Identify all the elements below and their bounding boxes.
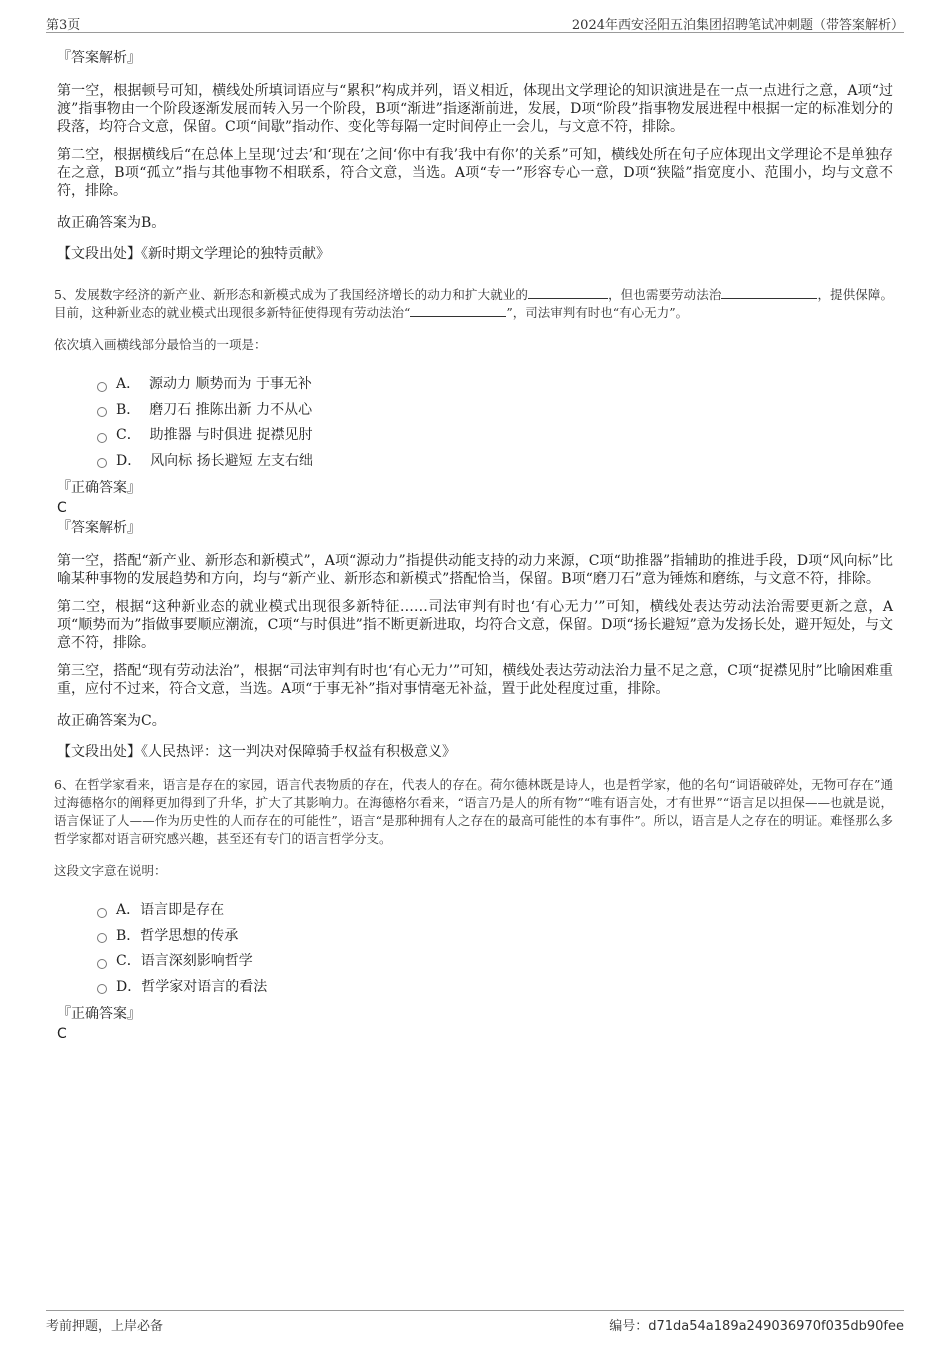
document-title: 2024年西安泾阳五泊集团招聘笔试冲刺题（带答案解析）	[571, 18, 904, 33]
radio-icon[interactable]	[97, 908, 107, 918]
q5-option-a[interactable]: A． 源动力 顺势而为 于事无补	[97, 372, 893, 398]
q6-stem: 6、在哲学家看来，语言是存在的家园，语言代表物质的存在，代表人的存在。荷尔德林既是诗人，也是哲学家，他的名句“词语破碎处，无物可存在”通过海德格尔的阐释更加得到了升华，扩大了其影响力。在海德格尔看来，“语言乃是人的所有物”“唯有语言处，才有世界”“语言足以担保——也就是说，语言保证了人——作为历史性的人而存在的可能性”，语言“是那种拥有人之存在的最高可能性的本有事件”。所以，语言是人之存在的明证。难怪那么多哲学家都对语言研究感兴趣，甚至还有专门的语言哲学分支。	[54, 777, 893, 846]
q6-answer-tag: 『正确答案』	[57, 1006, 141, 1022]
q5-blank-2	[721, 286, 817, 299]
radio-icon[interactable]	[97, 933, 107, 943]
radio-icon[interactable]	[97, 959, 107, 969]
q4-analysis-para-2: 第二空，根据横线后“在总体上呈现‘过去’和‘现在’之间‘你中有我’我中有你’的关系”可知，横线处所在句子应体现出文学理论不是单独存在之意，B项“孤立”指与其他事物不相联系，符合文意，当选。A项“专一”形容专心一意，D项“狭隘”指宽度小、范围小，均与文意不符，排除。	[57, 147, 893, 199]
q5-stem: 5、发展数字经济的新产业、新形态和新模式成为了我国经济增长的动力和扩大就业的 ，但也需要劳动法治 ，提供保障。目前，这种新业态的就业模式出现很多新特征使得现有劳动法治“ ”，司法审判有时也“有心无力”。	[54, 287, 893, 320]
radio-icon[interactable]	[97, 407, 107, 417]
q6-option-d[interactable]: D．哲学家对语言的看法	[97, 975, 893, 1001]
q6-option-c[interactable]: C．语言深刻影响哲学	[97, 949, 893, 975]
q6-answer: C	[57, 1026, 67, 1042]
document-serial: 编号：d71da54a189a249036970f035db90fee	[609, 1319, 904, 1334]
q4-analysis-tag: 『答案解析』	[57, 50, 141, 66]
q5-analysis-para-2: 第二空，根据“这种新业态的就业模式出现很多新特征……司法审判有时也‘有心无力’”可知，横线处表达劳动法治需要更新之意，A项“顺势而为”指做事要顺应潮流，C项“与时俱进”指不断更新进取，均符合文意，保留。D项“扬长避短”意为发扬长处，避开短处，与文意不符，排除。	[57, 599, 893, 651]
q5-blank-1	[528, 286, 608, 299]
q5-answer: C	[57, 500, 67, 516]
q5-analysis-tag: 『答案解析』	[57, 520, 141, 536]
page-footer	[46, 1310, 904, 1333]
q6-ask: 这段文字意在说明：	[54, 863, 167, 878]
q6-options	[97, 898, 893, 1000]
radio-icon[interactable]	[97, 458, 107, 468]
radio-icon[interactable]	[97, 433, 107, 443]
q5-analysis-para-1: 第一空，搭配“新产业、新形态和新模式”，A项“源动力”指提供动能支持的动力来源，C项“助推器”指辅助的推进手段，D项“风向标”比喻某种事物的发展趋势和方向，均与“新产业、新形态和新模式”搭配恰当，保留。B项“磨刀石”意为锤炼和磨练，与文意不符，排除。	[57, 553, 893, 587]
q5-option-d[interactable]: D． 风向标 扬长避短 左支右绌	[97, 449, 893, 475]
footer-slogan: 考前押题，上岸必备	[46, 1319, 164, 1334]
q5-source: 【文段出处】《人民热评：这一判决对保障骑手权益有积极意义》	[57, 744, 456, 760]
q4-conclusion: 故正确答案为B。	[57, 215, 166, 231]
radio-icon[interactable]	[97, 984, 107, 994]
q5-analysis-para-3: 第三空，搭配“现有劳动法治”，根据“司法审判有时也‘有心无力’”可知，横线处表达劳动法治力量不足之意，C项“捉襟见肘”比喻困难重重，应付不过来，符合文意，当选。A项“于事无补”指对事情毫无补益，置于此处程度过重，排除。	[57, 663, 893, 697]
q5-option-b[interactable]: B． 磨刀石 推陈出新 力不从心	[97, 398, 893, 424]
q4-analysis-para-1: 第一空，根据顿号可知，横线处所填词语应与“累积”构成并列，语义相近，体现出文学理论的知识演进是在一点一点进行之意，A项“过渡”指事物由一个阶段逐渐发展而转入另一个阶段，B项“渐进”指逐渐前进，发展，D项“阶段”指事物发展进程中根据一定的标准划分的段落，均符合文意，保留。C项“间歇”指动作、变化等每隔一定时间停止一会儿，与文意不符，排除。	[57, 83, 893, 135]
q5-blank-3	[410, 304, 506, 317]
page-content	[54, 44, 893, 1044]
page-number: 第3页	[46, 18, 81, 33]
q5-answer-tag: 『正确答案』	[57, 480, 141, 496]
q4-source: 【文段出处】《新时期文学理论的独特贡献》	[57, 246, 330, 262]
q6-option-a[interactable]: A．语言即是存在	[97, 898, 893, 924]
q6-option-b[interactable]: B．哲学思想的传承	[97, 924, 893, 950]
q5-option-c[interactable]: C． 助推器 与时俱进 捉襟见肘	[97, 423, 893, 449]
page-header	[46, 12, 904, 33]
radio-icon[interactable]	[97, 382, 107, 392]
q5-conclusion: 故正确答案为C。	[57, 713, 166, 729]
q5-options	[97, 372, 893, 474]
q5-ask: 依次填入画横线部分最恰当的一项是：	[54, 337, 267, 352]
